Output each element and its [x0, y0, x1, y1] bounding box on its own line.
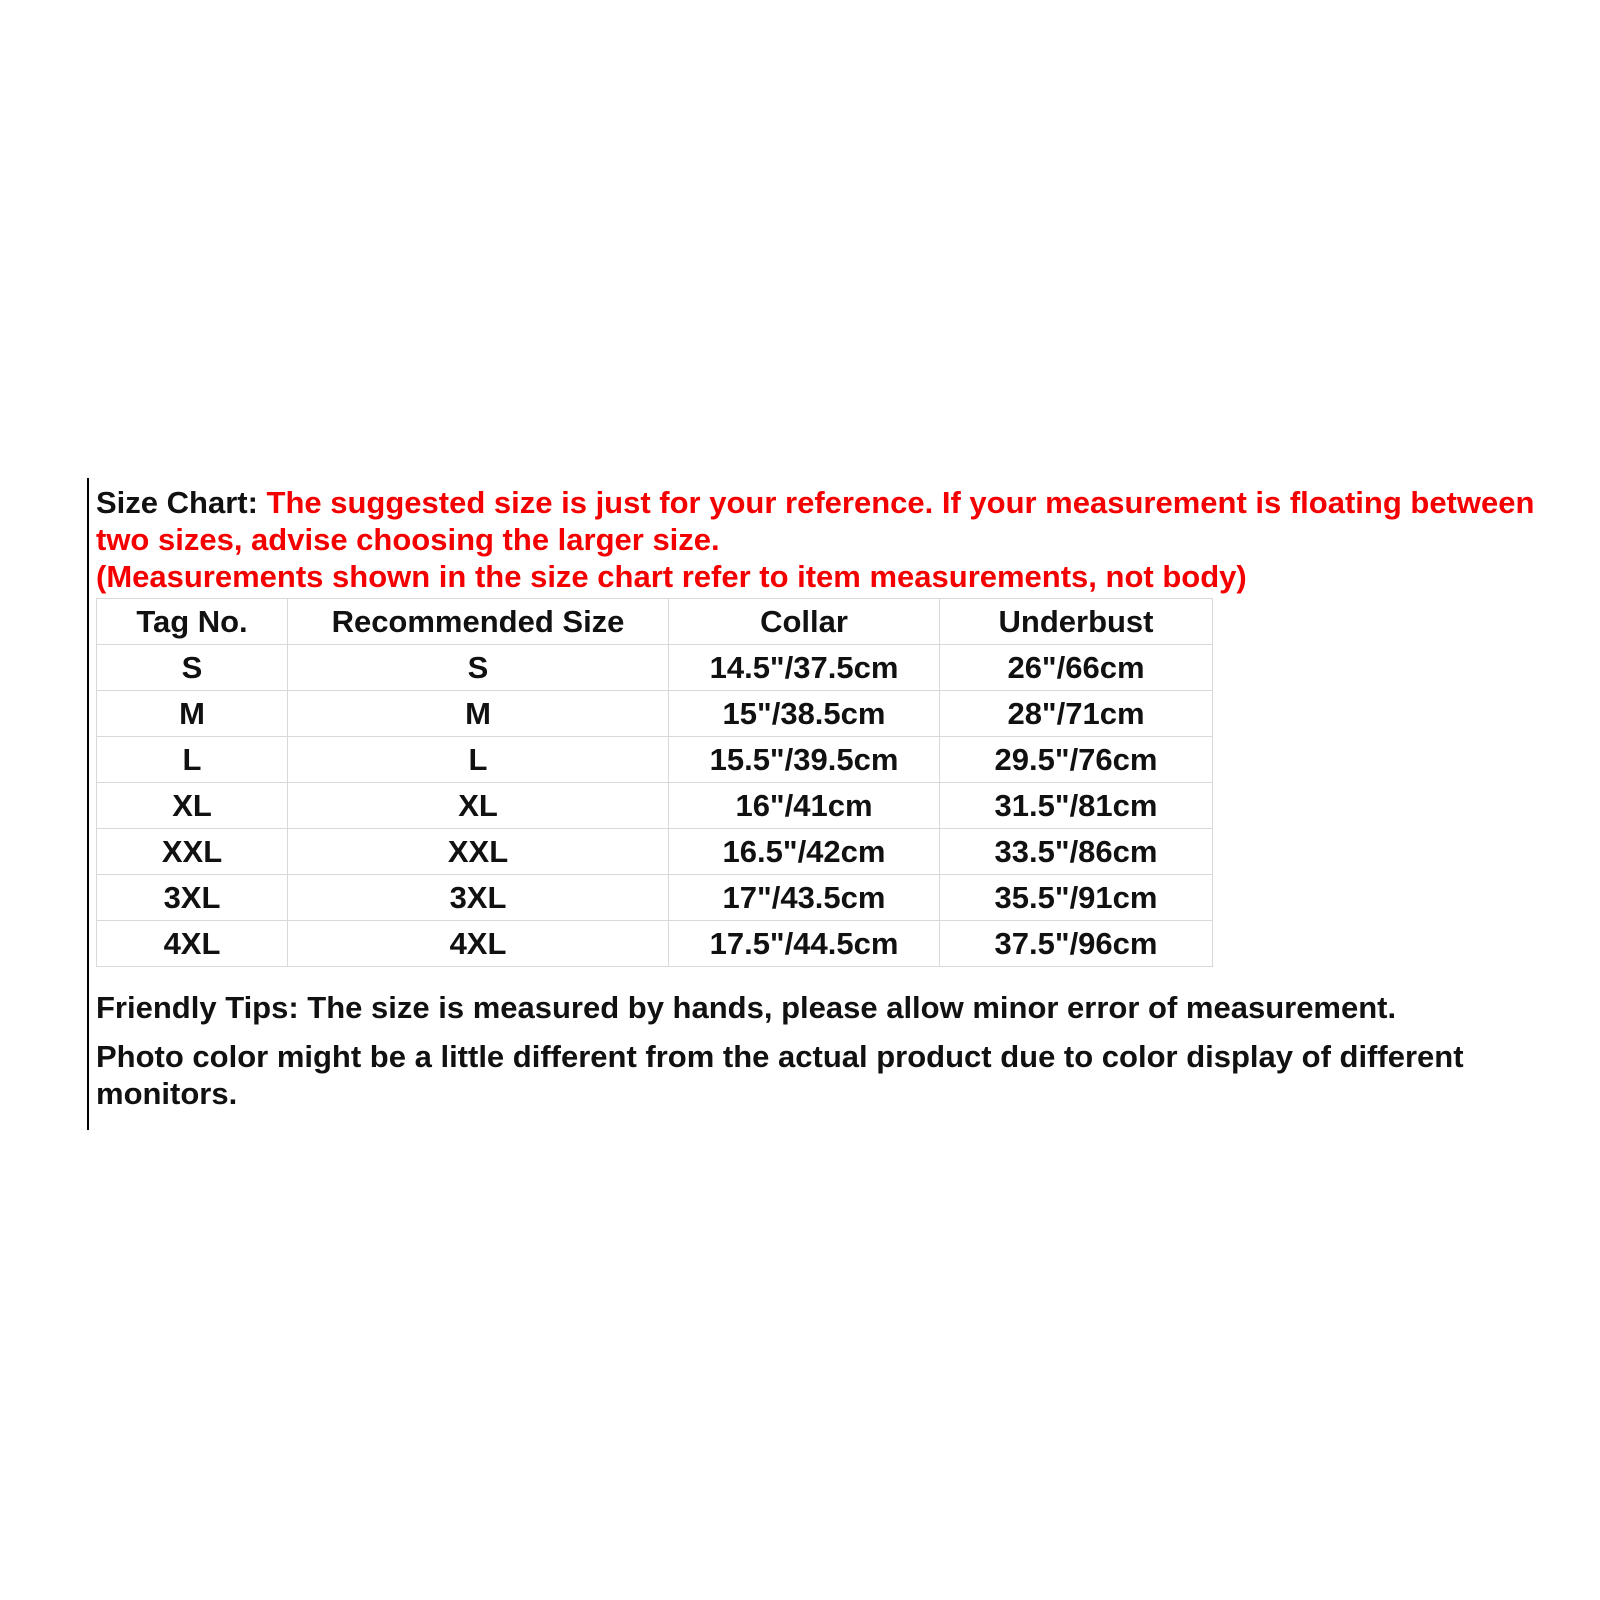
cell-collar: 17.5"/44.5cm	[669, 921, 940, 967]
cell-collar: 14.5"/37.5cm	[669, 645, 940, 691]
table-header-row	[97, 599, 1213, 645]
cell-underbust: 29.5"/76cm	[940, 737, 1213, 783]
cell-recommended-size: 3XL	[288, 875, 669, 921]
measurement-note: (Measurements shown in the size chart refer to item measurements, not body)	[96, 559, 1247, 594]
cell-tag-no: XXL	[97, 829, 288, 875]
table-row	[97, 875, 1213, 921]
cell-collar: 16"/41cm	[669, 783, 940, 829]
cell-tag-no: S	[97, 645, 288, 691]
size-advice-text: The suggested size is just for your reference. If your measurement is floating between two sizes, advise choosing the larger size.	[96, 485, 1535, 557]
cell-collar: 15"/38.5cm	[669, 691, 940, 737]
cell-recommended-size: S	[288, 645, 669, 691]
header-tag-no: Tag No.	[97, 599, 288, 645]
table-row	[97, 829, 1213, 875]
cell-recommended-size: L	[288, 737, 669, 783]
size-chart-label: Size Chart:	[96, 485, 267, 520]
cell-tag-no: 4XL	[97, 921, 288, 967]
table-row	[97, 691, 1213, 737]
cell-tag-no: XL	[97, 783, 288, 829]
cell-underbust: 28"/71cm	[940, 691, 1213, 737]
cell-underbust: 31.5"/81cm	[940, 783, 1213, 829]
cell-underbust: 26"/66cm	[940, 645, 1213, 691]
header-collar: Collar	[669, 599, 940, 645]
cell-recommended-size: XL	[288, 783, 669, 829]
cell-recommended-size: 4XL	[288, 921, 669, 967]
cell-underbust: 33.5"/86cm	[940, 829, 1213, 875]
photo-color-note: Photo color might be a little different from the actual product due to color display of different monitors.	[96, 1039, 1464, 1111]
left-divider-line	[87, 478, 89, 1130]
header-underbust: Underbust	[940, 599, 1213, 645]
cell-collar: 17"/43.5cm	[669, 875, 940, 921]
table-row	[97, 737, 1213, 783]
header-recommended-size: Recommended Size	[288, 599, 669, 645]
cell-recommended-size: XXL	[288, 829, 669, 875]
cell-underbust: 35.5"/91cm	[940, 875, 1213, 921]
size-chart-heading	[96, 484, 1556, 558]
friendly-tips: Friendly Tips: The size is measured by hands, please allow minor error of measurement.	[96, 990, 1397, 1025]
cell-recommended-size: M	[288, 691, 669, 737]
table-row	[97, 645, 1213, 691]
cell-tag-no: 3XL	[97, 875, 288, 921]
cell-collar: 15.5"/39.5cm	[669, 737, 940, 783]
size-table	[96, 598, 1213, 967]
table-row	[97, 921, 1213, 967]
cell-collar: 16.5"/42cm	[669, 829, 940, 875]
cell-tag-no: L	[97, 737, 288, 783]
table-row	[97, 783, 1213, 829]
cell-underbust: 37.5"/96cm	[940, 921, 1213, 967]
size-chart-panel	[96, 484, 1556, 1112]
cell-tag-no: M	[97, 691, 288, 737]
